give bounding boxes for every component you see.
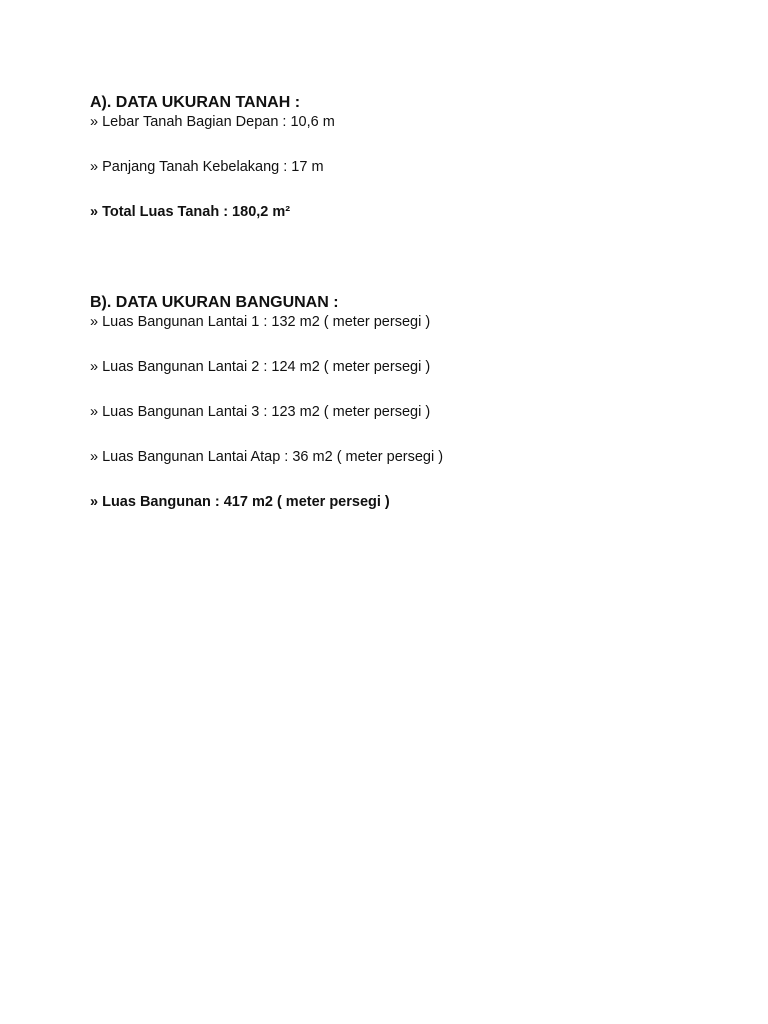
building-floor-1: » Luas Bangunan Lantai 1 : 132 m2 ( meter persegi ) (90, 314, 431, 330)
land-total-area: » Total Luas Tanah : 180,2 m² (90, 204, 291, 220)
land-front-width: » Lebar Tanah Bagian Depan : 10,6 m (90, 114, 335, 130)
land-length: » Panjang Tanah Kebelakang : 17 m (90, 159, 324, 175)
building-roof-floor: » Luas Bangunan Lantai Atap : 36 m2 ( meter persegi ) (90, 449, 444, 465)
building-floor-3: » Luas Bangunan Lantai 3 : 123 m2 ( meter persegi ) (90, 404, 431, 420)
building-total-area: » Luas Bangunan : 417 m2 ( meter persegi ) (90, 494, 390, 510)
section-b-title: B). DATA UKURAN BANGUNAN : (90, 294, 339, 311)
building-floor-2: » Luas Bangunan Lantai 2 : 124 m2 ( meter persegi ) (90, 359, 431, 375)
section-a-title: A). DATA UKURAN TANAH : (90, 94, 301, 111)
